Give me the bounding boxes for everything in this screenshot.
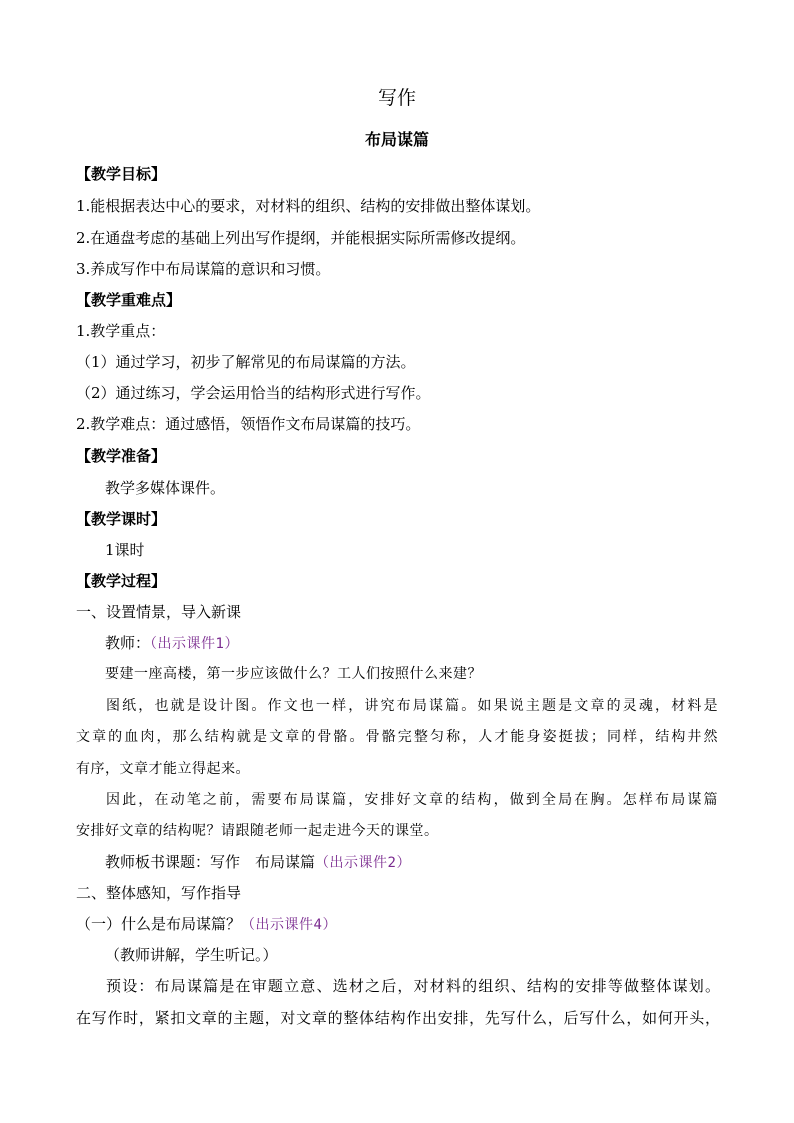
courseware-ref-4: （出示课件4） (241, 917, 337, 933)
paragraph-2-line-2: 安排好文章的结构呢？请跟随老师一起走进今天的课堂。 (76, 823, 439, 839)
section-heading-goals: 【教学目标】 (76, 165, 167, 183)
board-text: 教师板书课题：写作 布局谋篇 (105, 853, 316, 871)
keypoint-1b: （2）通过练习，学会运用恰当的结构形式进行写作。 (76, 384, 431, 402)
board-line (105, 852, 755, 873)
section-heading-hours: 【教学课时】 (76, 510, 167, 528)
subheading-what (76, 914, 726, 935)
page-title: 写作 (377, 87, 416, 109)
teacher-label: 教师： (105, 634, 151, 652)
process-part-1-heading: 一、设置情景，导入新课 (76, 603, 242, 621)
keypoint-1: 1.教学重点： (76, 322, 166, 340)
prep-text: 教学多媒体课件。 (105, 479, 226, 497)
goal-item-1: 1.能根据表达中心的要求，对材料的组织、结构的安排做出整体谋划。 (76, 197, 541, 215)
preset-line-1: 预设：布局谋篇是在审题立意、选材之后，对材料的组织、结构的安排等做整体谋划。 (106, 977, 720, 995)
paragraph-1-line-1: 图纸，也就是设计图。作文也一样，讲究布局谋篇。如果说主题是文章的灵魂，材料是 (106, 698, 718, 714)
courseware-ref-1: （出示课件1） (150, 636, 239, 652)
paragraph-1-line-2: 文章的血肉，那么结构就是文章的骨骼。骨骼完整匀称，人才能身姿挺拔；同样，结构井然 (76, 729, 718, 745)
courseware-ref-2: （出示课件2） (315, 855, 411, 871)
section-heading-keypoints: 【教学重难点】 (76, 291, 182, 309)
goal-item-3: 3.养成写作中布局谋篇的意识和习惯。 (76, 260, 331, 278)
explain-note: （教师讲解，学生听记。） (105, 946, 278, 964)
page-subtitle: 布局谋篇 (364, 130, 429, 149)
keypoint-2: 2.教学难点：通过感悟，领悟作文布局谋篇的技巧。 (76, 415, 421, 433)
paragraph-1-line-3: 有序，文章才能立得起来。 (76, 761, 250, 777)
section-heading-prep: 【教学准备】 (76, 447, 167, 465)
paragraph-2-line-1: 因此，在动笔之前，需要布局谋篇，安排好文章的结构，做到全局在胸。怎样布局谋篇 (106, 792, 718, 808)
question-building: 要建一座高楼，第一步应该做什么？工人们按照什么来建？ (105, 666, 482, 682)
goal-item-2: 2.在通盘考虑的基础上列出写作提纲，并能根据实际所需修改提纲。 (76, 229, 526, 247)
keypoint-1a: （1）通过学习，初步了解常见的布局谋篇的方法。 (76, 353, 416, 371)
hours-text: 1课时 (105, 541, 145, 559)
preset-line-2: 在写作时，紧扣文章的主题，对文章的整体结构作出安排，先写什么，后写什么，如何开头， (76, 1009, 720, 1027)
teacher-line (105, 633, 755, 654)
section-heading-process: 【教学过程】 (76, 572, 167, 590)
process-part-2-heading: 二、整体感知，写作指导 (76, 884, 242, 902)
question-what: （一）什么是布局谋篇？ (76, 915, 242, 933)
